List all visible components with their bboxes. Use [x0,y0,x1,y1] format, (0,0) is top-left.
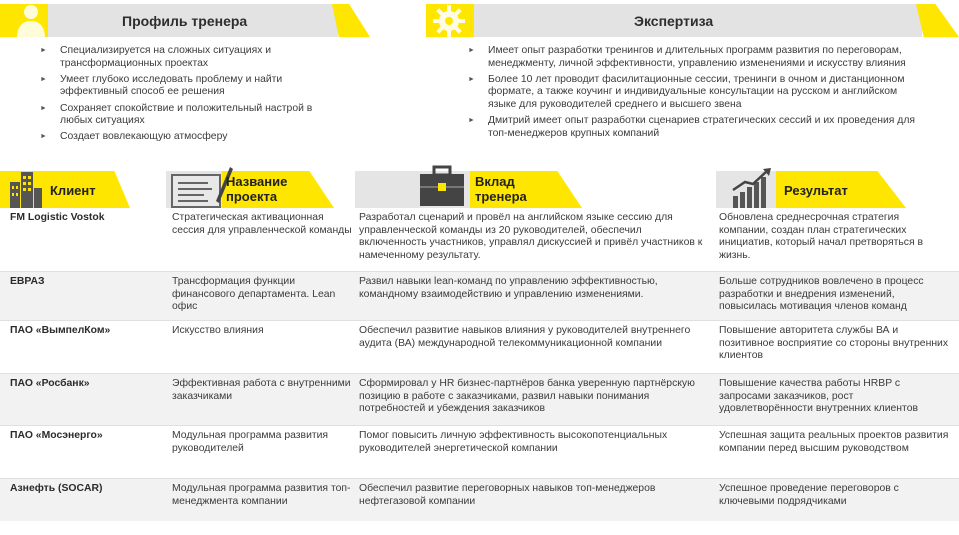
client-header: Клиент [50,183,96,198]
project-header-line1: Название [226,174,288,189]
expertise-title: Экспертиза [634,13,714,29]
gear-icon [431,3,467,39]
row-project: Искусство влияния [172,325,264,336]
table-row [0,321,959,373]
buildings-icon [8,168,44,208]
row-project: Стратегическая активационная сессия для управленческой команды [172,212,352,236]
profile-title: Профиль тренера [122,13,248,29]
growth-chart-icon [731,166,775,208]
row-project: Эффективная работа с внутренними заказчиками [172,378,351,402]
row-contribution: Обеспечил развитие навыков влияния у руководителей внутреннего аудита (ВА) международной телекоммуникационной компании [359,325,691,349]
row-project: Модульная программа развития топ-менеджмента компании [172,483,351,507]
briefcase-icon [418,164,466,208]
document-pen-icon [170,163,234,209]
table-row [0,479,959,521]
table-row [0,426,959,478]
table-row [0,272,959,320]
row-contribution: Сформировал у HR бизнес-партнёров банка уверенную партнёрскую позицию в работе с заказчиками, развил навыки понимания потребностей и убеждения заказчиков [359,378,695,415]
expertise-bullets [468,45,918,144]
profile-bullet: ► Сохраняет спокойствие и положительный настрой в любых ситуациях [40,103,340,128]
row-client: FM Logistic Vostok [10,212,105,223]
row-contribution: Развил навыки lean-команд по управлению эффективностью, командному взаимодействию и управлению изменениями. [359,276,658,300]
row-client: ПАО «Мосэнерго» [10,430,103,441]
row-client: ЕВРАЗ [10,276,45,287]
profile-bullet: ► Умеет глубоко исследовать проблему и найти эффективный способ ее решения [40,74,340,99]
contribution-header-line1: Вклад [475,174,515,189]
profile-bullet: ► Специализируется на сложных ситуациях и трансформационных проектах [40,45,340,70]
contribution-header-line2: тренера [475,189,527,204]
row-client: ПАО «ВымпелКом» [10,325,111,336]
row-client: Азнефть (SOCAR) [10,483,103,494]
expertise-bullet: ► Более 10 лет проводит фасилитационные сессии, тренинги в очном и дистанционном формате, а также коучинг и индивидуальные консультации на русском и английском языке для руководителей среднего и высшего звена [468,74,918,112]
row-contribution: Разработал сценарий и провёл на английском языке сессию для управленческой команды из 20 руководителей, обеспечил включенность участников, управлял дискуссией и привёл участников к намеченному результату. [359,212,703,262]
table-row [0,374,959,425]
expertise-bullet: ► Дмитрий имеет опыт разработки сценариев стратегических сессий и их проведения для топ-менеджеров крупных компаний [468,115,918,140]
project-header-line2: проекта [226,189,278,204]
row-contribution: Помог повысить личную эффективность высокопотенциальных руководителей энергетической компании [359,430,668,454]
profile-bullet: ► Создает вовлекающую атмосферу [40,131,340,144]
expertise-banner-tail [916,4,959,37]
project-header [226,174,306,204]
person-icon [14,2,48,38]
profile-bullets [40,45,340,148]
row-contribution: Обеспечил развитие переговорных навыков топ-менеджеров нефтегазовой компании [359,483,656,507]
row-result: Повышение авторитета службы ВА и позитивное восприятие со стороны внутренних клиентов [719,325,949,362]
contribution-header [475,174,555,204]
row-result: Обновлена среднесрочная стратегия компании, создан план стратегических инициатив, который начал претворяться в жизнь. [719,212,923,262]
row-result: Успешная защита реальных проектов развития компании перед высшим руководством [719,430,949,454]
row-project: Трансформация функции финансового департамента. Lean офис [172,276,336,313]
row-result: Успешное проведение переговоров с ключевыми подрядчиками [719,483,899,507]
row-result: Повышение качества работы HRBP с запросами заказчиков, рост удовлетворённости внутренних клиентов [719,378,918,415]
row-client: ПАО «Росбанк» [10,378,90,389]
row-result: Больше сотрудников вовлечено в процесс разработки и внедрения изменений, повысилась мотивация членов команд [719,276,924,313]
expertise-bullet: ► Имеет опыт разработки тренингов и длительных программ развития по переговорам, менеджменту, личной эффективности, управлению изменениями и искусству влияния [468,45,918,70]
result-header: Результат [784,183,848,198]
row-project: Модульная программа развития руководителей [172,430,329,454]
table-row [0,208,959,271]
